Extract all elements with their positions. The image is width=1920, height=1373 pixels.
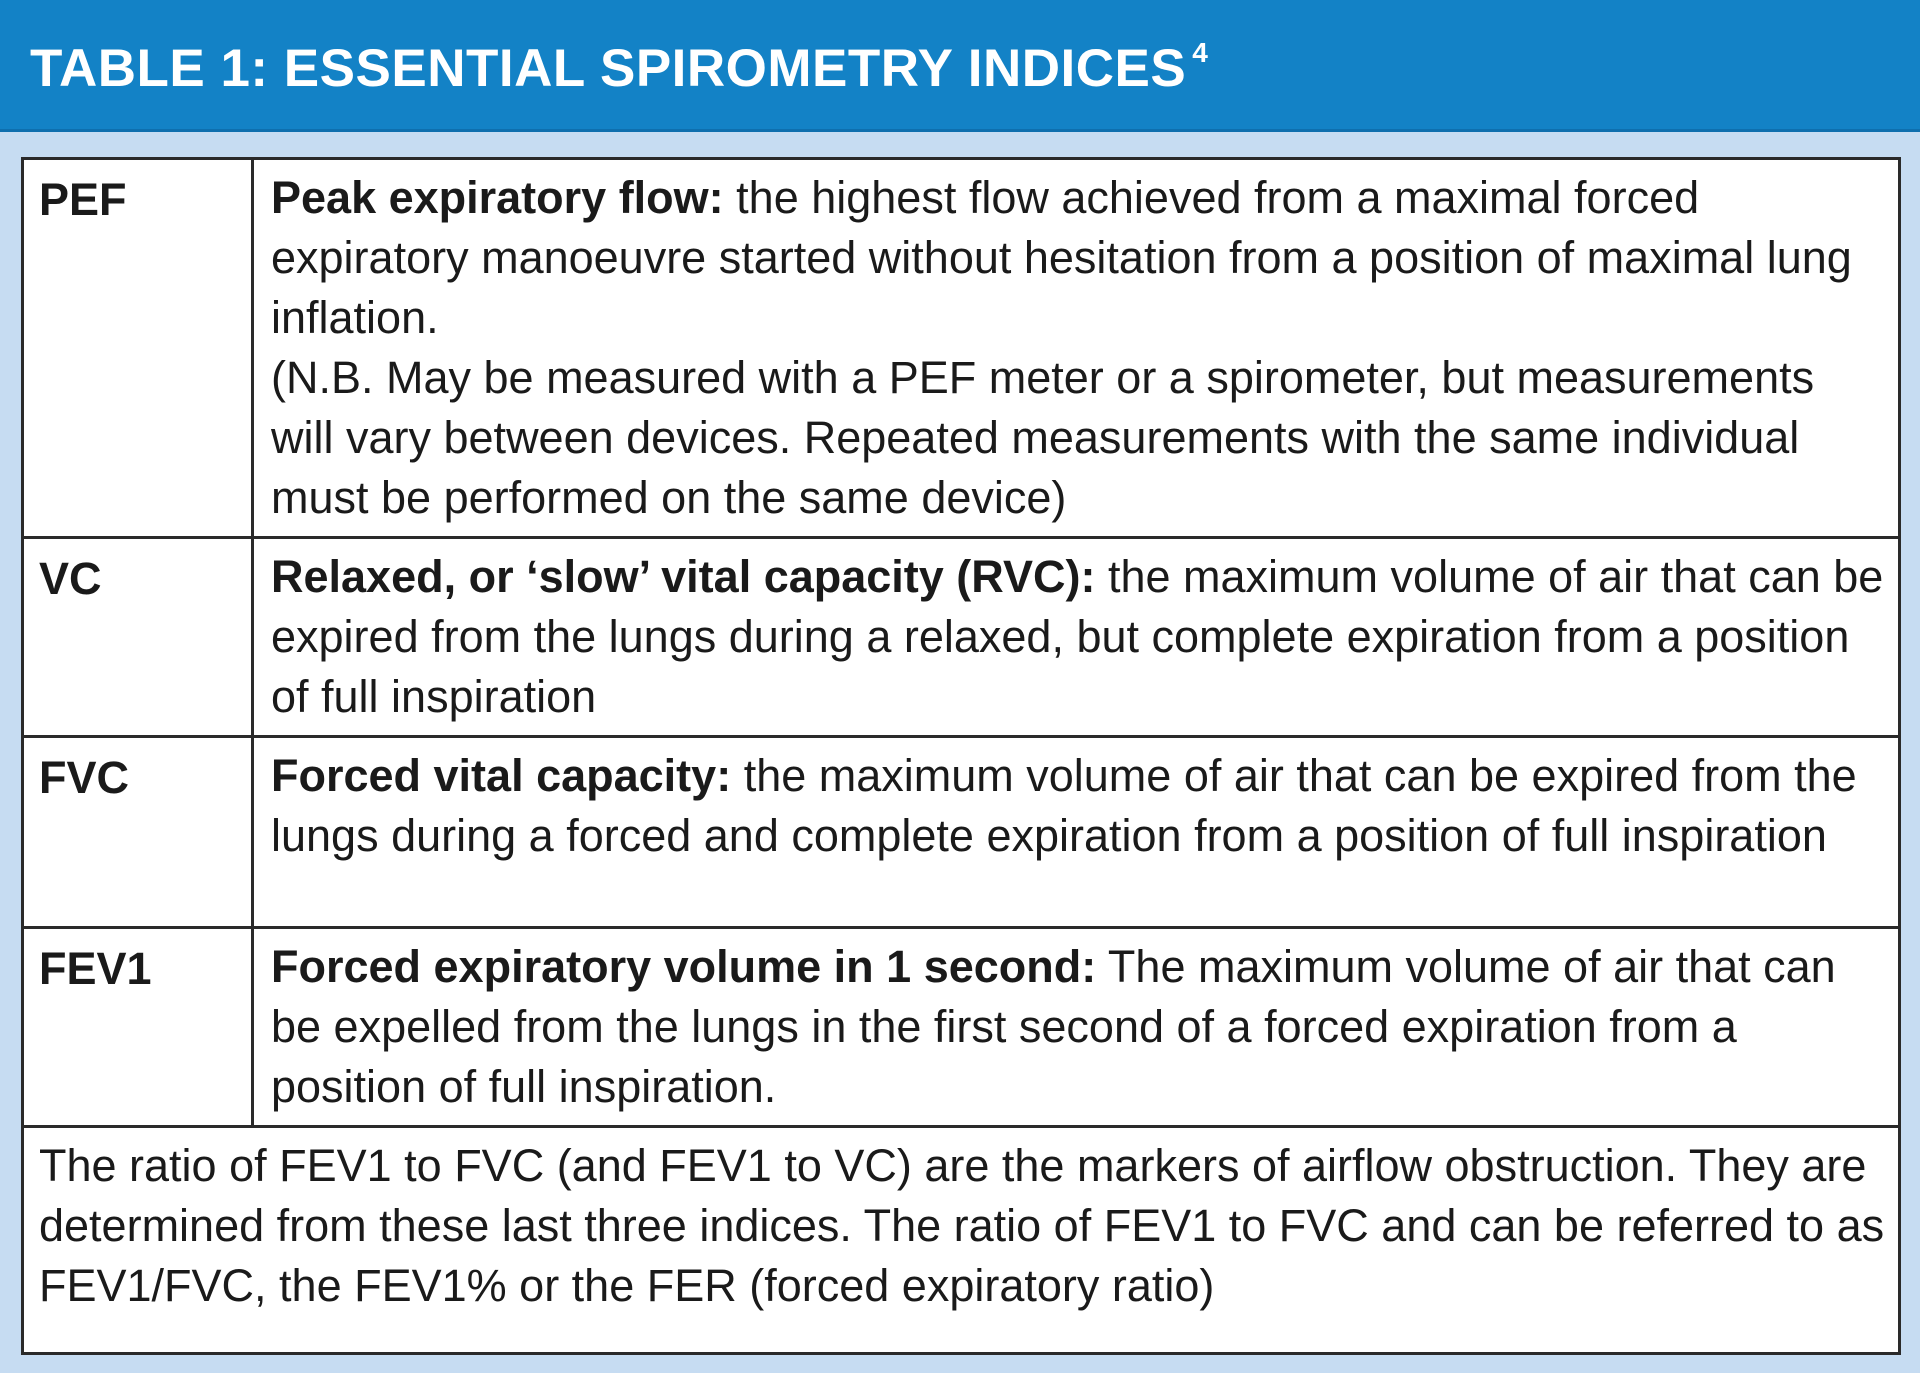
indices-table: [24, 160, 1898, 1352]
footer-note: The ratio of FEV1 to FVC (and FEV1 to VC) are the markers of airflow obstruction. They are determined from these last three indices. The ratio of FEV1 to FVC and can be referred to as FEV1/FVC, the FEV1% or the FER (forced expiratory ratio): [24, 1127, 1898, 1353]
spirometry-table: [21, 157, 1901, 1355]
term-label: Forced vital capacity:: [271, 750, 732, 801]
definition-cell: [253, 160, 1899, 538]
table-row-vc: [24, 538, 1898, 737]
reference-superscript: 4: [1192, 37, 1209, 68]
definition-text: The maximum volume of air that can be expelled from the lungs in the first second of a forced expiration from a position of full inspiration.: [271, 941, 1836, 1112]
definition-text: the maximum volume of air that can be expired from the lungs during a relaxed, but complete expiration from a position of full inspiration: [271, 551, 1884, 722]
definition-cell: [253, 928, 1899, 1127]
abbr-cell: VC: [24, 538, 253, 737]
term-label: Peak expiratory flow:: [271, 172, 724, 223]
definition-cell: [253, 538, 1899, 737]
definition-text: the highest flow achieved from a maximal forced expiratory manoeuvre started without hesitation from a position of maximal lung inflation.: [271, 172, 1852, 343]
table-row-footer: [24, 1127, 1898, 1353]
definition-cell: [253, 737, 1899, 928]
table-row-pef: [24, 160, 1898, 538]
table-row-fev1: [24, 928, 1898, 1127]
abbr-cell: FVC: [24, 737, 253, 928]
pef-note: (N.B. May be measured with a PEF meter or a spirometer, but measurements will vary between devices. Repeated measurements with the same individual must be performed on the same device): [271, 352, 1815, 523]
term-label: Relaxed, or ‘slow’ vital capacity (RVC):: [271, 551, 1096, 602]
table-row-fvc: [24, 737, 1898, 928]
table-title-text: TABLE 1: ESSENTIAL SPIROMETRY INDICES: [30, 39, 1187, 98]
table-title: [30, 38, 1208, 108]
term-label: Forced expiratory volume in 1 second:: [271, 941, 1097, 992]
definition-text: the maximum volume of air that can be expired from the lungs during a forced and complete expiration from a position of full inspiration: [271, 750, 1857, 861]
abbr-cell: FEV1: [24, 928, 253, 1127]
table-header-bar: [0, 0, 1920, 132]
abbr-cell: PEF: [24, 160, 253, 538]
